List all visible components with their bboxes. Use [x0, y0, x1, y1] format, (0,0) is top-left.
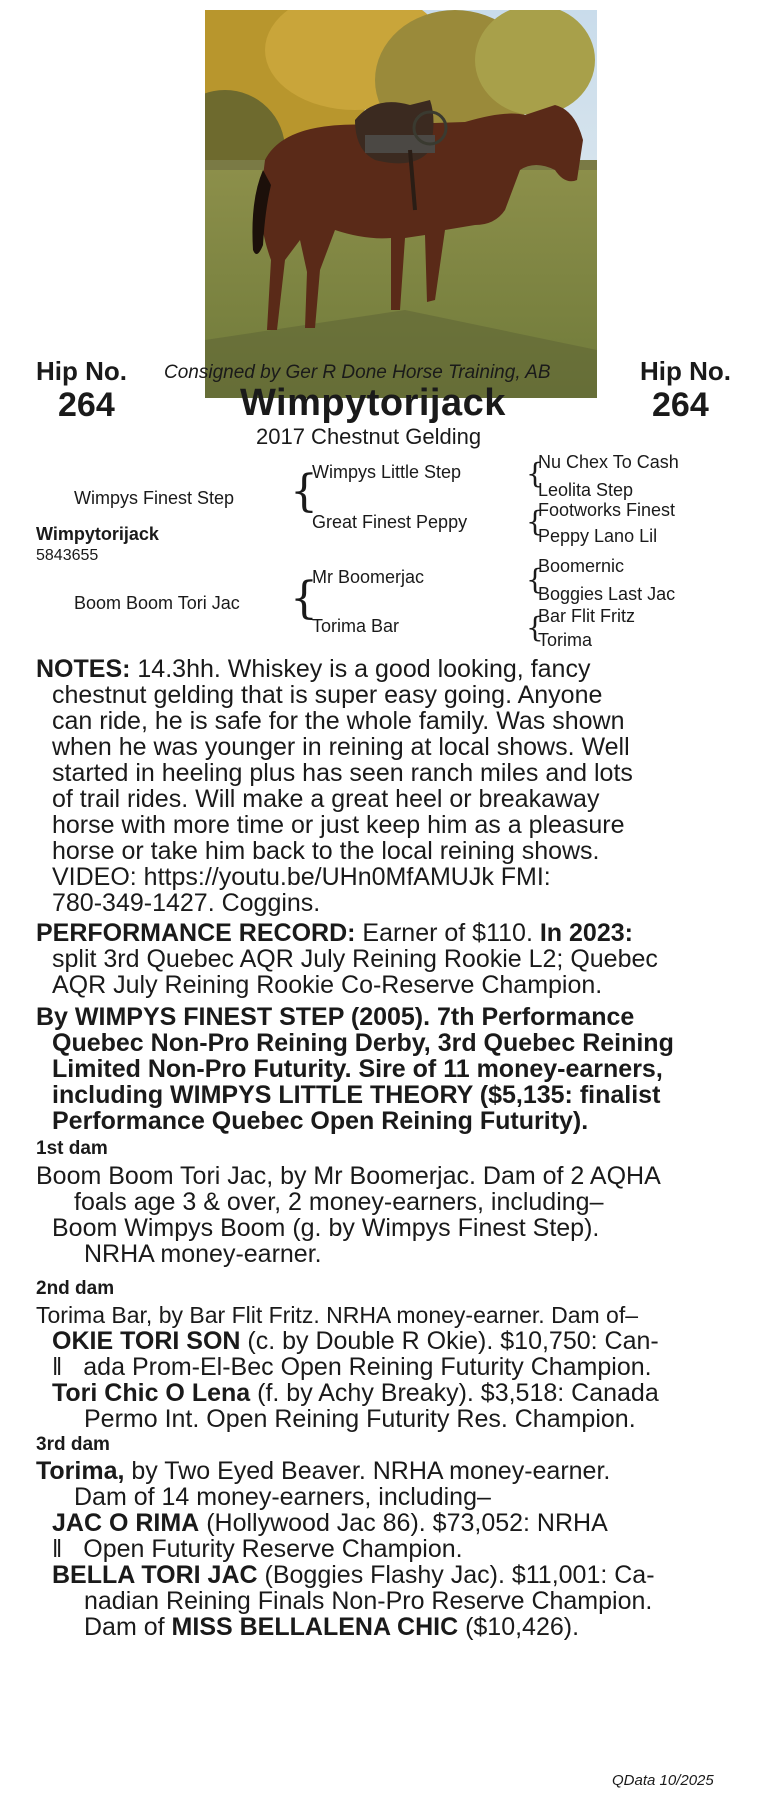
pedigree-sd-sire: Footworks Finest	[538, 500, 676, 520]
marker: ‖	[52, 1535, 63, 1563]
sire-line: Performance Quebec Open Reining Futurity).	[52, 1107, 589, 1135]
second-dam-line: ada Prom-El-Bec Open Reining Futurity Champion.	[83, 1353, 652, 1381]
sire-line: including WIMPYS LITTLE THEORY ($5,135: finalist	[52, 1081, 661, 1109]
first-dam-line: Boom Boom Tori Jac, by Mr Boomerjac. Dam of 2 AQHA	[36, 1162, 661, 1190]
offspring-jac-o-rima: JAC O RIMA	[52, 1509, 200, 1537]
notes-section	[36, 656, 736, 916]
second-dam-line: Permo Int. Open Reining Futurity Res. Champion.	[84, 1405, 636, 1433]
notes-line: 14.3hh. Whiskey is a good looking, fancy	[137, 655, 591, 683]
first-dam-line: Boom Wimpys Boom (g. by Wimpys Finest Step).	[52, 1214, 600, 1242]
hip-number-right: 264	[652, 386, 709, 424]
pedigree-brace: {	[526, 505, 544, 538]
notes-line: can ride, he is safe for the whole family. Was shown	[52, 707, 625, 735]
sire-line: Limited Non-Pro Futurity. Sire of 11 money-earners,	[52, 1055, 663, 1083]
pedigree-sd-dam: Peppy Lano Lil	[538, 526, 658, 546]
notes-line: VIDEO: https://youtu.be/UHn0MfAMUJk FMI:	[52, 863, 551, 891]
pedigree-brace: {	[526, 563, 544, 596]
horse-name: Wimpytorijack	[240, 382, 506, 424]
pedigree-dam-dam: Torima Bar	[312, 616, 400, 636]
second-dam-line: Torima Bar, by Bar Flit Fritz. NRHA money-earner. Dam of–	[36, 1302, 639, 1328]
notes-line: 780-349-1427. Coggins.	[52, 889, 321, 917]
third-dam-heading: 3rd dam	[36, 1434, 110, 1455]
third-dam-line: Open Futurity Reserve Champion.	[83, 1535, 463, 1563]
sire-section	[36, 1004, 736, 1134]
pedigree-sire: Wimpys Finest Step	[74, 488, 235, 508]
first-dam-section	[36, 1163, 736, 1267]
third-dam-line: (Hollywood Jac 86). $73,052: NRHA	[206, 1509, 608, 1537]
second-dam-line: (c. by Double R Okie). $10,750: Can-	[247, 1327, 659, 1355]
hip-number-left: 264	[58, 386, 115, 424]
offspring-bella-tori-jac: BELLA TORI JAC	[52, 1561, 258, 1589]
pedigree-ss-dam: Leolita Step	[538, 480, 634, 500]
pedigree-dd-sire: Bar Flit Fritz	[538, 606, 635, 626]
third-dam-line: by Two Eyed Beaver. NRHA money-earner.	[131, 1457, 611, 1485]
pedigree-registration: 5843655	[36, 547, 99, 564]
pedigree-sire-dam: Great Finest Peppy	[312, 512, 468, 532]
third-dam-name: Torima,	[36, 1457, 125, 1485]
pedigree-brace: {	[526, 457, 544, 490]
pedigree-sire-sire: Wimpys Little Step	[312, 462, 462, 482]
notes-line: of trail rides. Will make a great heel or breakaway	[52, 785, 600, 813]
notes-label: NOTES:	[36, 655, 131, 683]
pedigree-ds-dam: Boggies Last Jac	[538, 584, 676, 604]
hip-label-right: Hip No.	[640, 356, 731, 386]
notes-line: started in heeling plus has seen ranch miles and lots	[52, 759, 633, 787]
third-dam-line: (Boggies Flashy Jac). $11,001: Ca-	[264, 1561, 655, 1589]
first-dam-heading: 1st dam	[36, 1138, 108, 1159]
horse-photo	[205, 10, 597, 398]
sire-line: Quebec Non-Pro Reining Derby, 3rd Quebec Reining	[52, 1029, 674, 1057]
performance-section	[36, 920, 736, 998]
pedigree-brace: {	[290, 466, 318, 517]
third-dam-section	[36, 1458, 736, 1640]
horse-description: 2017 Chestnut Gelding	[256, 424, 482, 449]
performance-earner: Earner of $110.	[362, 919, 533, 947]
hip-label-left: Hip No.	[36, 356, 127, 386]
pedigree-dam-sire: Mr Boomerjac	[312, 567, 425, 587]
third-dam-line: ($10,426).	[465, 1613, 580, 1641]
pedigree-dam: Boom Boom Tori Jac	[74, 593, 240, 613]
pedigree-ds-sire: Boomernic	[538, 556, 625, 576]
notes-line: horse with more time or just keep him as a pleasure	[52, 811, 625, 839]
second-dam-line: (f. by Achy Breaky). $3,518: Canada	[257, 1379, 659, 1407]
consignor: Consigned by Ger R Done Horse Training, AB	[164, 362, 551, 383]
third-dam-line: Dam of	[84, 1613, 165, 1641]
pedigree-brace: {	[290, 573, 318, 624]
offspring-tori-chic-o-lena: Tori Chic O Lena	[52, 1379, 251, 1407]
first-dam-line: foals age 3 & over, 2 money-earners, including–	[74, 1188, 604, 1216]
sire-line: By WIMPYS FINEST STEP (2005). 7th Performance	[36, 1003, 635, 1031]
performance-line: split 3rd Quebec AQR July Reining Rookie L2; Quebec	[52, 945, 658, 973]
offspring-okie-tori-son: OKIE TORI SON	[52, 1327, 241, 1355]
notes-line: when he was younger in reining at local shows. Well	[52, 733, 630, 761]
second-dam-section	[36, 1302, 736, 1432]
offspring-miss-bellalena-chic: MISS BELLALENA CHIC	[171, 1613, 459, 1641]
performance-label: PERFORMANCE RECORD:	[36, 919, 356, 947]
marker: ‖	[52, 1353, 63, 1381]
pedigree-brace: {	[526, 611, 544, 644]
performance-line: AQR July Reining Rookie Co-Reserve Champion.	[52, 971, 603, 999]
pedigree-subject: Wimpytorijack	[36, 524, 159, 544]
first-dam-line: NRHA money-earner.	[84, 1240, 322, 1268]
footer-credit: QData 10/2025	[612, 1772, 714, 1789]
performance-year: In 2023:	[539, 919, 633, 947]
pedigree-dd-dam: Torima	[538, 630, 593, 650]
third-dam-line: nadian Reining Finals Non-Pro Reserve Champion.	[84, 1587, 653, 1615]
notes-line: chestnut gelding that is super easy going. Anyone	[52, 681, 603, 709]
notes-line: horse or take him back to the local reining shows.	[52, 837, 600, 865]
third-dam-line: Dam of 14 money-earners, including–	[74, 1483, 491, 1511]
pedigree-ss-sire: Nu Chex To Cash	[538, 452, 679, 472]
second-dam-heading: 2nd dam	[36, 1278, 115, 1299]
